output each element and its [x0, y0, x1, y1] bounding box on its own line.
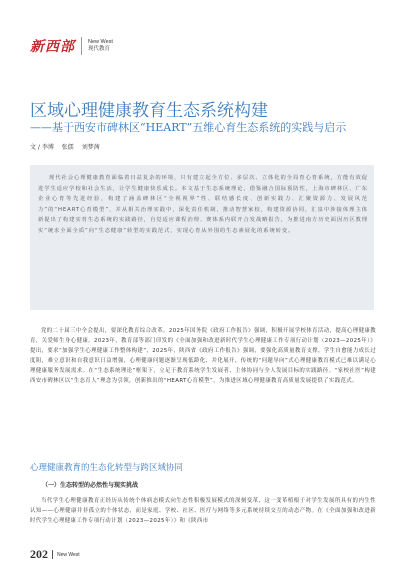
footer-divider: [52, 550, 53, 559]
body-paragraph-2: 当代学生心理健康教育正经历从传统个体病态模式向生态性积极发展模式的深刻变革，这一变革植根于对学生发展所具有的内生性认知——心理健康并非孤立的个体状态，而是家庭、学校、社区、医疗与网络等多元系统持续交互的动态产物。在《全面加强和改进新时代学生心理健康工作专项行动计划（2023—2025年）》和《陕西市: [30, 498, 376, 524]
logo-chinese: 新西部: [30, 39, 75, 55]
abstract-box: [30, 165, 374, 310]
body-paragraph-1: 党的二十届三中全会提出，要深化教育综合改革。2025年国务院《政府工作报告》强调，积极开展学校体育活动，提高心理健康教育，关爱师生身心健康。2023年，教育部等部门印发的《全面加强和改进新时代学生心理健康工作专项行动计划（2023—2025年）》提出，要求“加强学生心理健康工作整体构建”，2025年，陕西省《政府工作报告》强调，要强化高质量教育支撑。学生自愈能力成长过度阻，难立意识和自我意识日益增强，心理健康问题逐渐呈现低龄化、并化展开，传统的“问题导向”式心理健康教育模式已难以满足心理健康服务发展需求。在“生态系统理论”框架下，立足于教育系统学生发展者、主体协同与全人发展目标的实践路径。“家校社医”构建西安市碑林区以“生态育人”理念为引领，创新推出的“HEART心育模型”，为推进区域心理健康教育高质量发展提供了实践范式。: [30, 328, 376, 384]
page-number: 202: [30, 547, 48, 561]
logo-en-line1: New West: [88, 39, 113, 45]
byline-author3: 刘梦茜: [81, 144, 100, 151]
article-title: 区域心理健康教育生态系统构建: [30, 101, 268, 121]
article-subtitle: ——基于西安市碑林区“HEART”五维心育生态系统的实践与启示: [30, 121, 347, 134]
byline-author1: 文 / 李博: [30, 144, 54, 151]
sub-heading: （一）生态转型的必然性与现实挑战: [42, 482, 139, 489]
journal-name: New West: [57, 551, 80, 558]
logo-en-line2: 现代教育: [88, 46, 111, 52]
byline: [30, 142, 106, 151]
logo-divider: [81, 37, 82, 55]
masthead: [30, 36, 113, 56]
abstract-text: 现代社会心理健康教育面临着日益复杂的环境，只有建立起全方位、多层次、立体化的全局育心育系统，方能有效促进学生适应学校和社会生活，让学生健康快乐成长。本文基于生态系统理论，借鉴融合国际预防性，上海市碑林区、广东企业心育等先进经验，构建了涵盖碑林区“全视视界”性、联结感长度、创新实践力、汇聚资源力、发展风范力”的“HEART心育模型”，并从相关治理实践中，深化责任机制，推动智慧家校，构建资源协同，汇泉中涉接体理主体新提出了构建实育生态系统的实践路径，自觉适应课程治理、赛体系内联开合发战略报告，为推进南方历史面因历区教理实“统求全面全质”向“生态健康”转型的实践范式，实现心育从外围的生态素展化的系统转变。: [38, 175, 368, 234]
logo-english: [88, 39, 113, 53]
page-footer: [30, 547, 80, 562]
section-heading: 心理健康教育的生态化转型与跨区域协同: [30, 463, 184, 473]
byline-author2: 张儒: [61, 144, 74, 151]
